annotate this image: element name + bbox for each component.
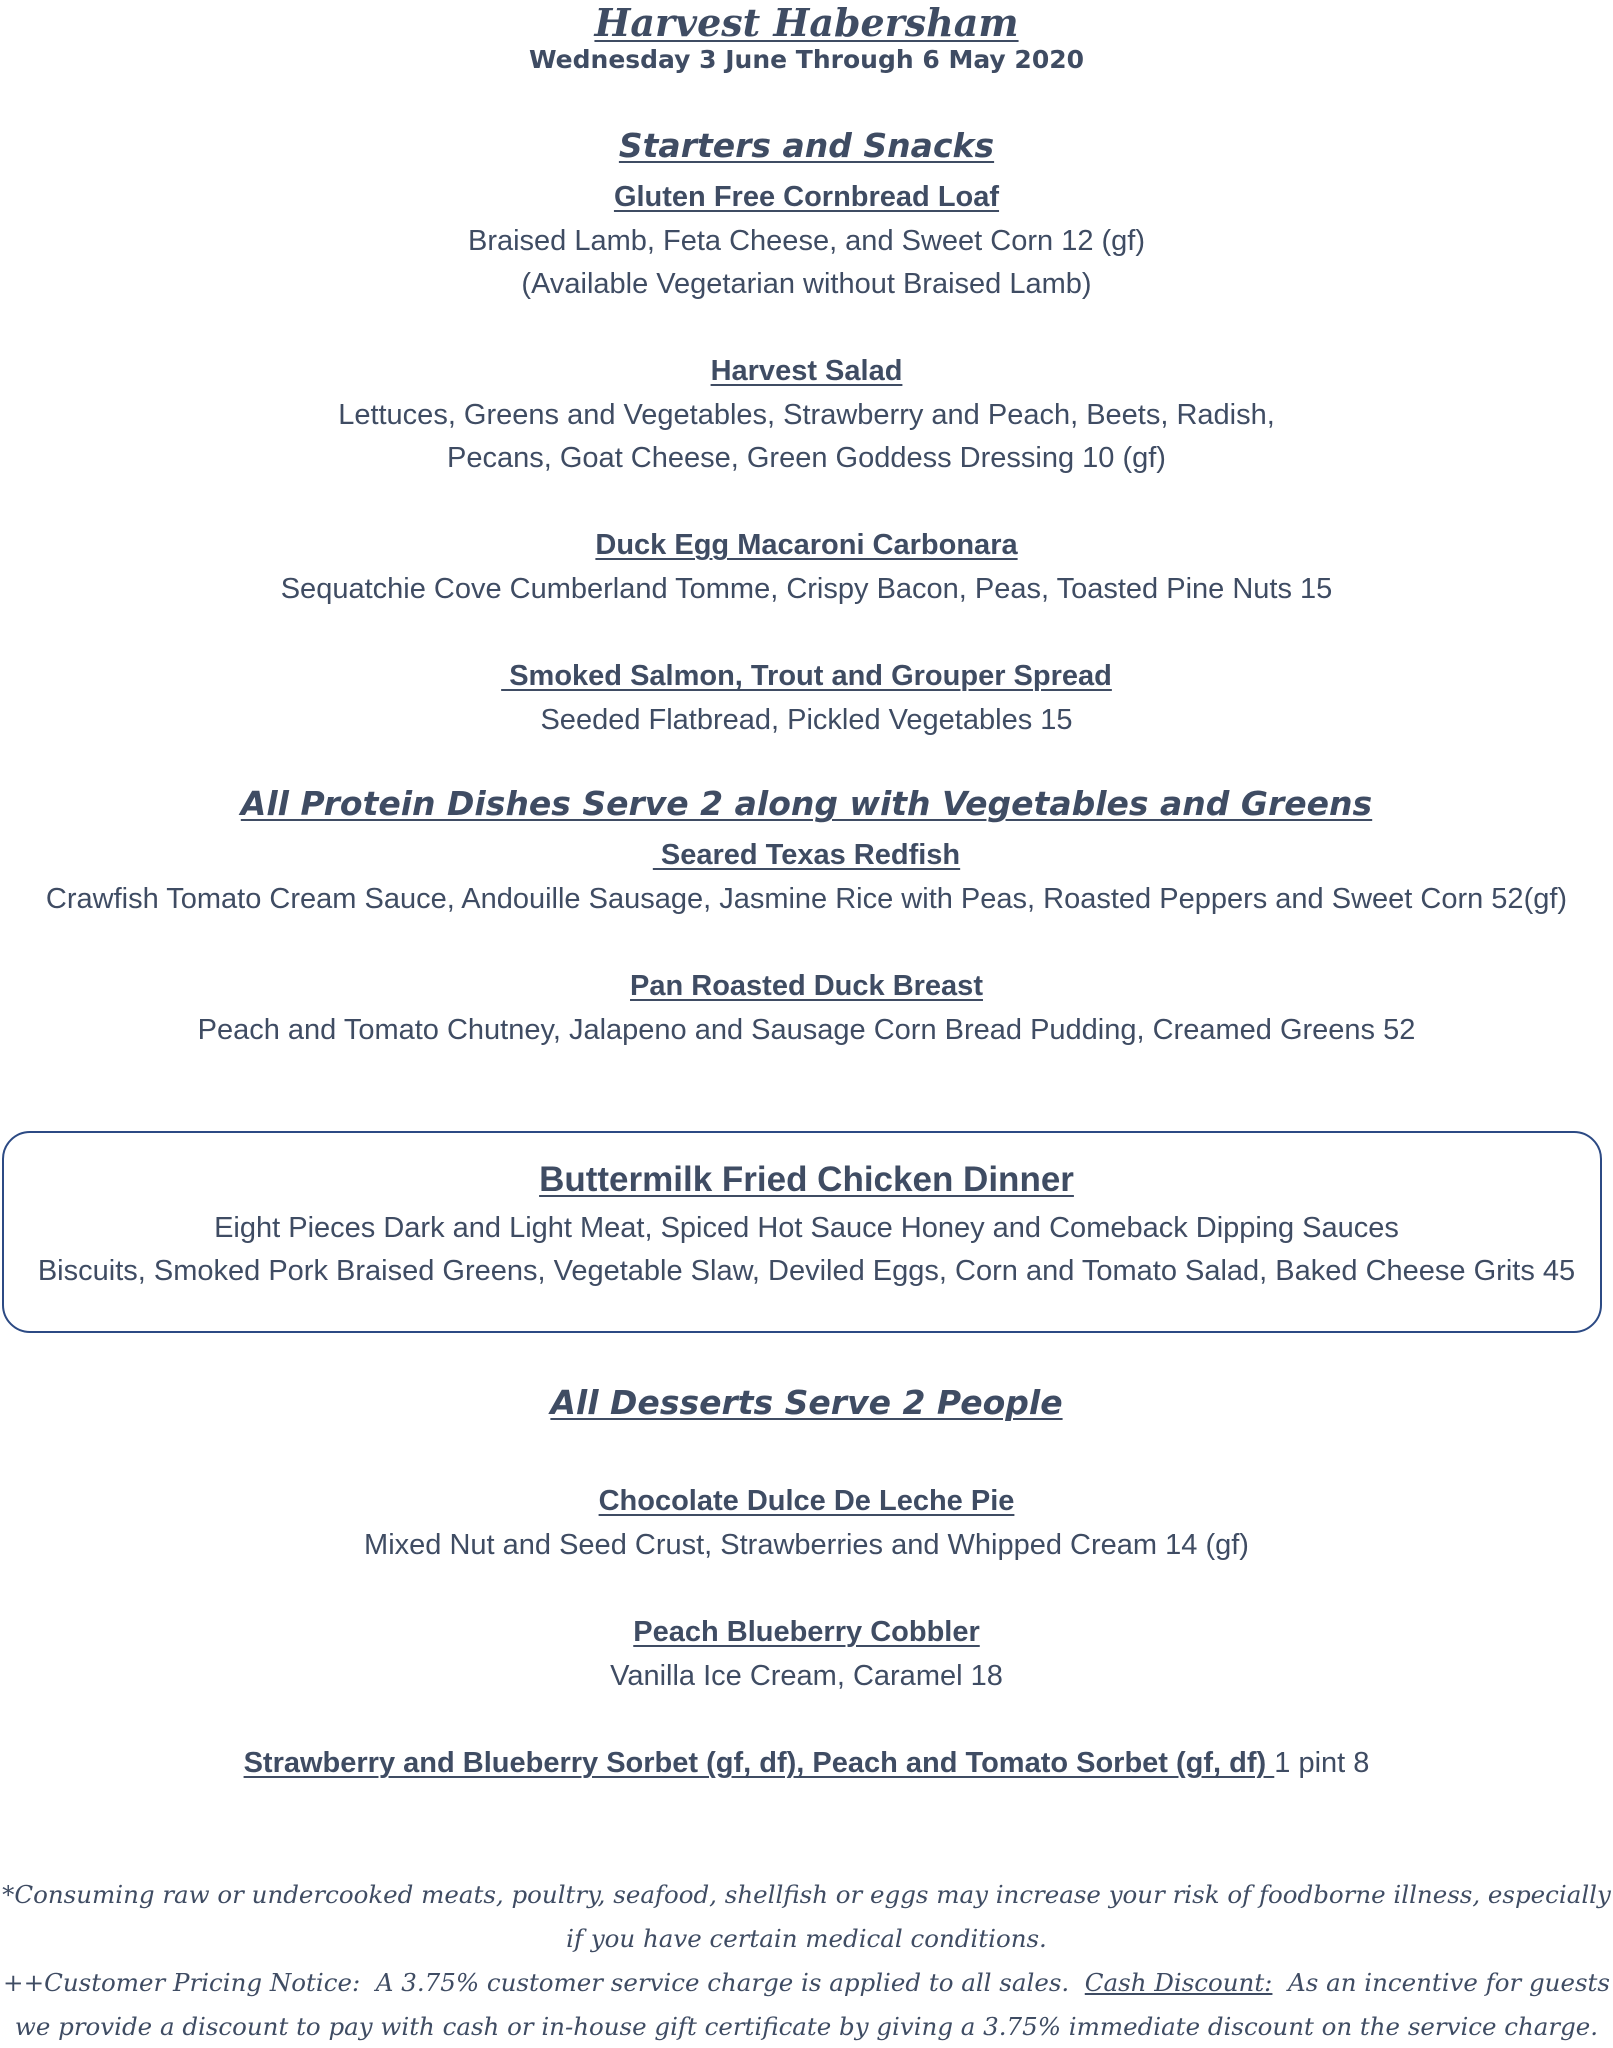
sorbet-name: Strawberry and Blueberry Sorbet (gf, df), Peach and Tomato Sorbet (gf, df) [243,1747,1275,1779]
menu-item-description: Vanilla Ice Cream, Caramel 18 [610,1660,1003,1692]
restaurant-title: Harvest Habersham [594,0,1019,45]
menu-item-description: Braised Lamb, Feta Cheese, and Sweet Corn 12 (gf) [467,225,1146,257]
section-heading-proteins: All Protein Dishes Serve 2 along with Vegetables and Greens [240,784,1373,823]
pricing-notice-text: As an incentive for guests [1272,1968,1610,1997]
menu-item-name: Smoked Salmon, Trout and Grouper Spread [501,660,1112,692]
raw-food-warning: if you have certain medical conditions. [566,1924,1047,1953]
menu-item-description: Mixed Nut and Seed Crust, Strawberries and Whipped Cream 14 (gf) [364,1529,1249,1561]
menu-item-name: Duck Egg Macaroni Carbonara [595,529,1018,561]
menu-item-name: Gluten Free Cornbread Loaf [613,181,1000,213]
menu-item-description: Seeded Flatbread, Pickled Vegetables 15 [540,704,1073,736]
menu-item-name: Harvest Salad [710,355,903,387]
sorbet-line [0,1747,1613,1780]
pricing-notice-text: ++Customer Pricing Notice: A 3.75% customer service charge is applied to all sales. [3,1968,1085,1997]
menu-item-name: Seared Texas Redfish [652,839,961,871]
section-heading-starters: Starters and Snacks [618,126,995,165]
featured-item-description: Eight Pieces Dark and Light Meat, Spiced Hot Sauce Honey and Comeback Dipping Sauces [214,1212,1399,1244]
featured-item-name: Buttermilk Fried Chicken Dinner [539,1160,1074,1199]
menu-item-description: Peach and Tomato Chutney, Jalapeno and Sausage Corn Bread Pudding, Creamed Greens 52 [197,1014,1416,1046]
menu-item-description: Lettuces, Greens and Vegetables, Strawberry and Peach, Beets, Radish, [338,399,1275,431]
sorbet-price: 1 pint 8 [1274,1747,1370,1779]
pricing-notice: we provide a discount to pay with cash or in-house gift certificate by giving a 3.75% immediate discount on the service charge. [14,2012,1599,2041]
menu-item-description: Sequatchie Cove Cumberland Tomme, Crispy Bacon, Peas, Toasted Pine Nuts 15 [280,573,1333,605]
pricing-notice [0,1968,1613,1997]
raw-food-warning: *Consuming raw or undercooked meats, poultry, seafood, shellfish or eggs may increase your risk of foodborne illness, especially [2,1880,1611,1909]
menu-item-description: (Available Vegetarian without Braised Lamb) [521,268,1092,300]
featured-item-description: Biscuits, Smoked Pork Braised Greens, Vegetable Slaw, Deviled Eggs, Corn and Tomato Salad, Baked Cheese Grits 45 [37,1255,1576,1287]
menu-item-name: Pan Roasted Duck Breast [630,970,983,1002]
menu-item-description: Pecans, Goat Cheese, Green Goddess Dressing 10 (gf) [447,442,1166,474]
menu-item-description: Crawfish Tomato Cream Sauce, Andouille Sausage, Jasmine Rice with Peas, Roasted Peppers and Sweet Corn 52(gf) [45,883,1568,915]
menu-item-name: Peach Blueberry Cobbler [633,1616,980,1648]
cash-discount-label: Cash Discount: [1084,1968,1273,1997]
menu-item-name: Chocolate Dulce De Leche Pie [598,1485,1015,1517]
menu-date-range: Wednesday 3 June Through 6 May 2020 [528,45,1085,74]
section-heading-desserts: All Desserts Serve 2 People [550,1383,1063,1422]
